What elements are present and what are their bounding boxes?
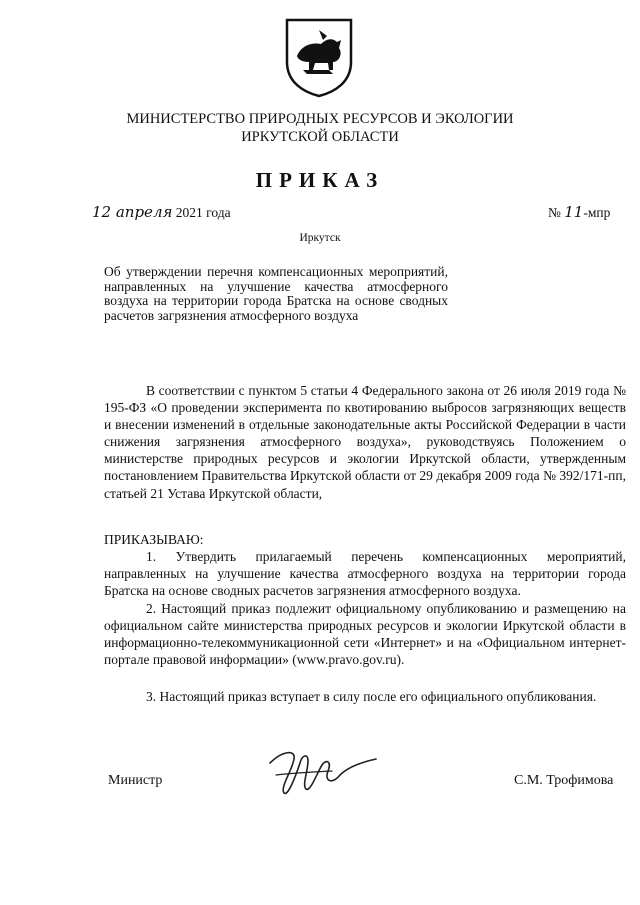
- date-year: 2021 года: [175, 205, 231, 220]
- document-number: [548, 203, 610, 221]
- order-word: ПРИКАЗЫВАЮ:: [104, 532, 204, 547]
- preamble-paragraph: В соответствии с пунктом 5 статьи 4 Федерального закона от 26 июля 2019 года № 195-ФЗ «О проведении эксперимента по квотированию выбросов загрязняющих веществ и внесении изменений в отдельные законодательные акты Российской Федерации в части снижения загрязнения атмосферного воздуха», руководствуясь Положением о министерстве природных ресурсов и экологии Иркутской области, утвержденным постановлением Правительства Иркутской области от 29 декабря 2009 года № 392/171-пп, статьей 21 Устава Иркутской области,: [104, 383, 626, 501]
- number-prefix: №: [548, 205, 561, 220]
- signer-name: С.М. Трофимова: [514, 773, 614, 788]
- order-item-2: 2. Настоящий приказ подлежит официальному опубликованию и размещению на официальном сайте министерства природных ресурсов и экологии Иркутской области в информационно-телекоммуникационной сети «Интернет» и на «Официальном интернет-портале правовой информации» (www.pravo.gov.ru).: [104, 601, 626, 668]
- date-handwritten: 12 апреля: [92, 203, 173, 221]
- ministry-line-2: ИРКУТСКОЙ ОБЛАСТИ: [241, 129, 399, 145]
- document-type: ПРИКАЗ: [255, 168, 385, 192]
- coat-of-arms-icon: [283, 16, 355, 98]
- ministry-name: [0, 110, 640, 146]
- order-subject: Об утверждении перечня компенсационных мероприятий, направленных на улучшение качества атмосферного воздуха на территории города Братска на основе сводных расчетов загрязнения атмосферного воздуха: [104, 264, 448, 323]
- signer-role: Министр: [108, 773, 163, 788]
- number-suffix: -мпр: [583, 205, 611, 220]
- number-handwritten: 11: [564, 203, 584, 221]
- city: Иркутск: [299, 232, 341, 244]
- ministry-line-1: МИНИСТЕРСТВО ПРИРОДНЫХ РЕСУРСОВ И ЭКОЛОГИИ: [126, 111, 514, 127]
- document-date: [92, 203, 231, 221]
- signature-image: [262, 745, 382, 800]
- order-item-1: 1. Утвердить прилагаемый перечень компенсационных мероприятий, направленных на улучшение качества атмосферного воздуха на территории города Братска на основе сводных расчетов загрязнения атмосферного воздуха.: [104, 549, 626, 599]
- order-item-3: 3. Настоящий приказ вступает в силу после его официального опубликования.: [146, 689, 597, 704]
